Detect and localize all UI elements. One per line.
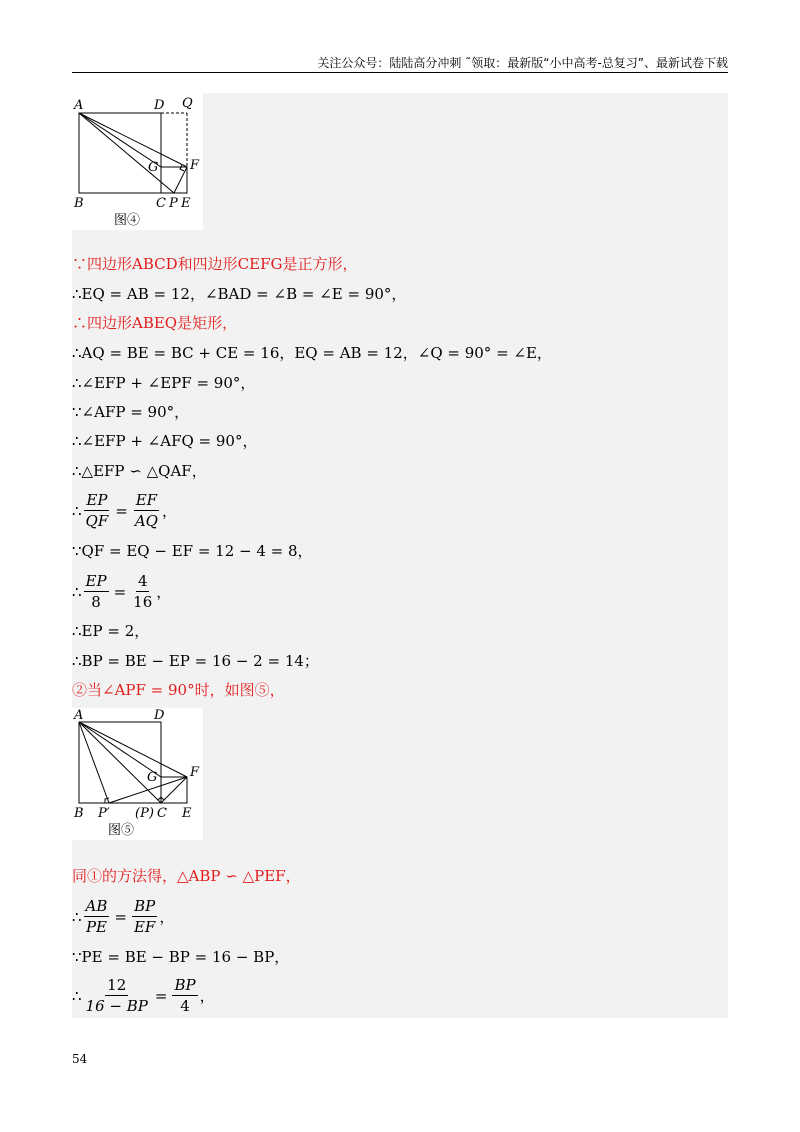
fraction-left [84,571,109,612]
line-8: ∴△EFP ∽ △QAF， [72,462,207,480]
fraction-right [131,571,154,612]
figure-5 [72,708,203,840]
denominator: PE [85,918,107,936]
segment-ac [79,722,161,803]
fraction-right [172,975,197,1016]
line-14: ②当∠APF = 90°时，如图⑤， [72,681,285,699]
fraction-suffix: ， [199,986,215,1005]
label-c: C [156,196,166,211]
denominator: 8 [91,593,101,611]
fraction-suffix: ， [161,501,177,520]
label-f: F [190,765,200,780]
fraction-suffix: ， [156,582,172,601]
denominator: 4 [180,997,190,1015]
label-g: G [147,770,158,785]
fraction-prefix: ∴ [72,986,82,1005]
line-13: ∴BP = BE − EP = 16 − 2 = 14； [72,652,319,670]
label-e: E [182,806,192,821]
square-abcd [79,113,161,193]
fraction-left [84,975,150,1016]
fraction-suffix: ， [159,907,175,926]
segment-ag [79,113,161,167]
figure-5-caption: 图⑤ [108,823,135,838]
equals-sign: = [114,907,127,926]
figure-4-diagram [72,93,203,230]
line-16-fraction [72,896,174,937]
label-g: G [148,160,159,175]
line-17: ∵PE = BE − BP = 16 − BP， [72,948,290,966]
fraction-left [84,896,110,937]
label-p: (P) [135,806,154,821]
label-d: D [154,708,165,723]
fraction-right [132,896,157,937]
fraction-prefix: ∴ [72,582,82,601]
line-6: ∵∠AFP = 90°， [72,403,190,421]
numerator: EP [85,572,107,590]
line-7: ∴∠EFP + ∠AFQ = 90°， [72,432,258,450]
numerator: EP [86,491,108,509]
line-9-fraction [72,490,177,531]
line-11-fraction [72,571,171,612]
label-d: D [154,98,165,113]
label-q: Q [182,96,193,111]
label-a: A [74,98,84,113]
equals-sign: = [154,986,168,1005]
fraction-right [133,490,160,531]
line-2: ∴EQ = AB = 12，∠BAD = ∠B = ∠E = 90°， [72,285,407,303]
line-12: ∴EP = 2， [72,622,150,640]
line-15 [72,866,301,886]
line-10: ∵QF = EQ − EF = 12 − 4 = 8， [72,542,313,560]
denominator: 16 − BP [85,997,148,1015]
segment-ap1 [79,722,109,803]
equals-sign: = [115,501,128,520]
line-15-text: 同①的方法得，△ABP ∽ △PEF， [72,867,301,885]
denominator: AQ [134,512,158,530]
equals-sign: = [113,582,127,601]
line-4: ∴AQ = BE = BC + CE = 16，EQ = AB = 12，∠Q = 90° = ∠E， [72,344,552,362]
label-c: C [157,806,167,821]
figure-5-diagram [72,708,203,840]
right-angle-mark [180,165,184,171]
header-rule [72,72,728,73]
fraction-prefix: ∴ [72,501,82,520]
page-header: 关注公众号：陆陆高分冲刺 ˜领取：最新版“小中高考-总复习”、最新试卷下载 [317,56,728,70]
label-p-prime: P′ [98,806,110,821]
label-b: B [74,806,84,821]
line-18-fraction [72,975,215,1016]
numerator: BP [134,897,156,915]
label-f: F [190,158,200,173]
page-number: 54 [72,1052,88,1066]
label-p: P [169,196,178,211]
denominator: 16 [133,593,153,611]
figure-4 [72,93,203,230]
segment-ag [79,722,161,777]
line-3: ∴四边形ABEQ是矩形， [72,314,238,332]
solution-content [72,93,728,1018]
segment-pf [174,167,187,193]
numerator: EF [135,491,158,509]
numerator: 12 [107,976,127,994]
figure-4-caption: 图④ [114,213,141,228]
numerator: 4 [137,572,148,590]
segment-af [79,722,187,777]
numerator: AB [85,897,108,915]
line-5: ∴∠EFP + ∠EPF = 90°， [72,374,256,392]
label-e: E [181,196,191,211]
denominator: EF [133,918,156,936]
fraction-prefix: ∴ [72,907,82,926]
numerator: BP [174,976,196,994]
line-1: ∵四边形ABCD和四边形CEFG是正方形， [72,255,358,273]
denominator: QF [85,512,109,530]
label-a: A [74,708,84,723]
fraction-left [84,490,111,531]
label-b: B [74,196,84,211]
